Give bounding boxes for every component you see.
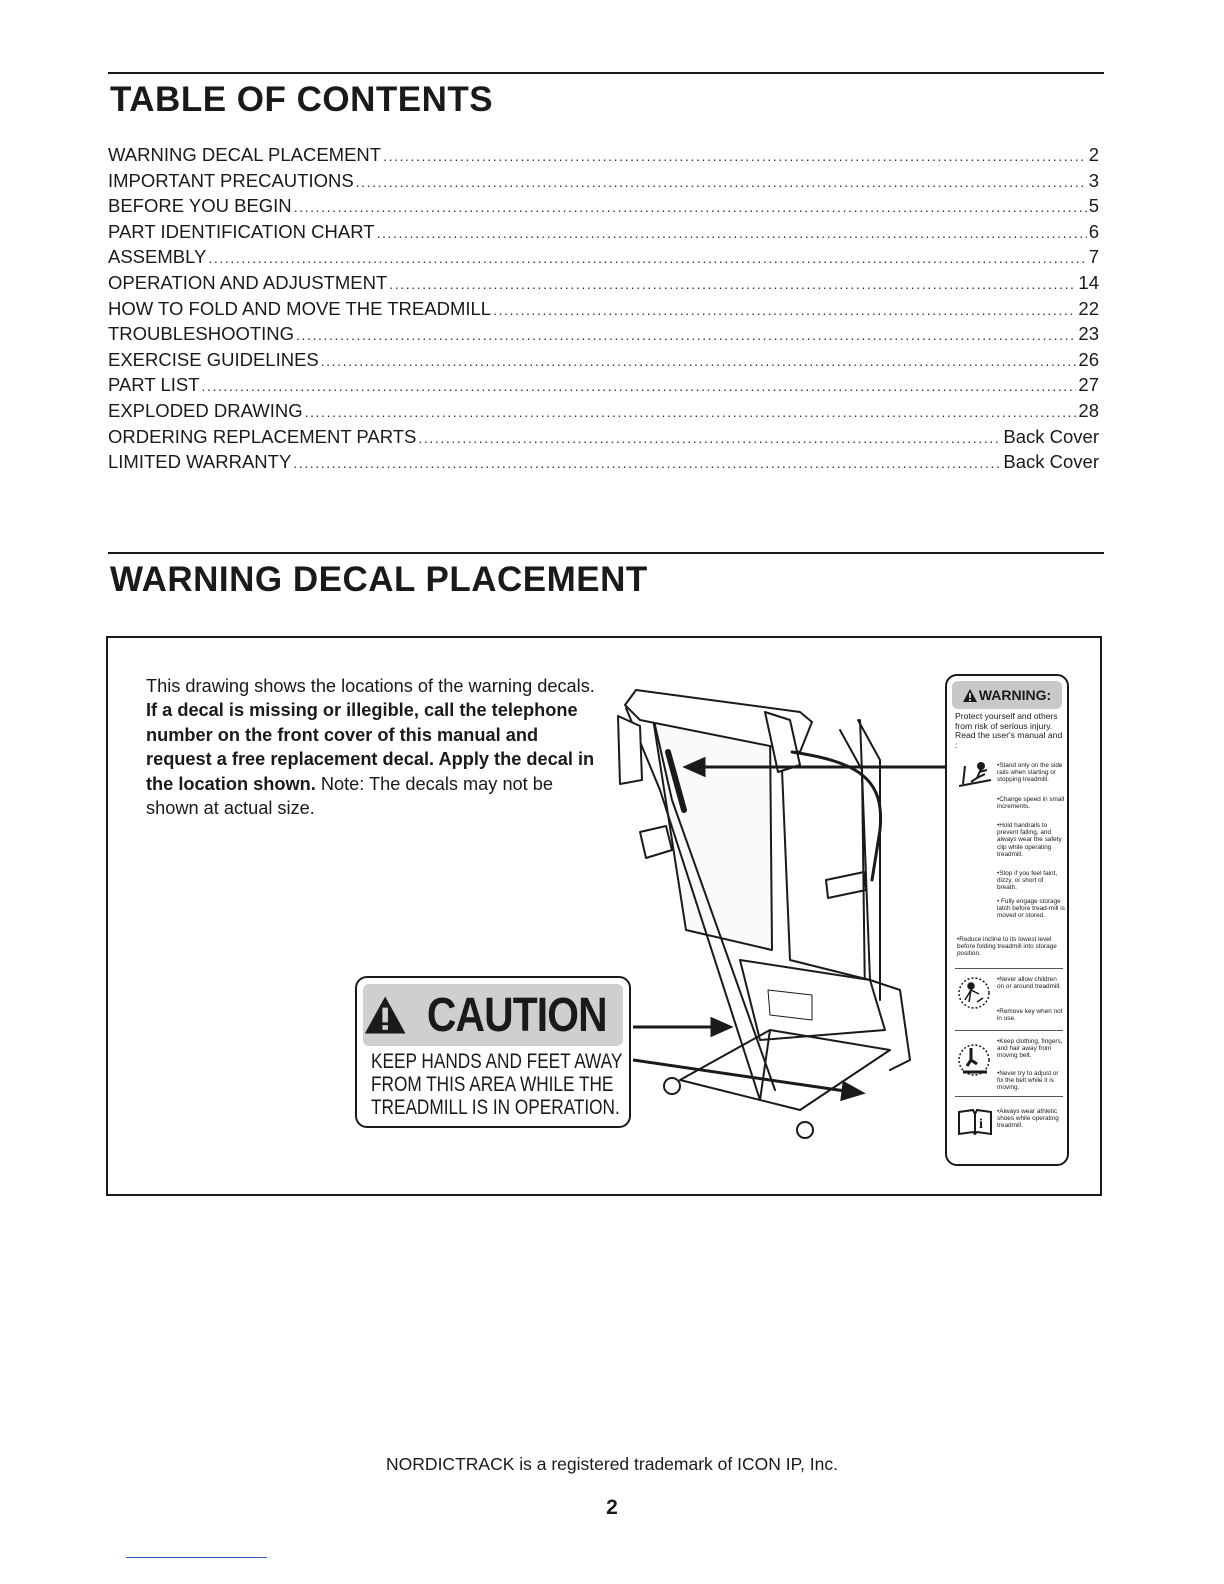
warning-divider [955, 1096, 1063, 1097]
caution-message [371, 1050, 623, 1119]
intro-plain: This drawing shows the locations of the warning decals. [146, 676, 595, 696]
caution-title: CAUTION [427, 988, 608, 1042]
warning-item: •Stand only on the side rails when starting or stopping treadmill. [997, 762, 1063, 784]
warning-item: • Fully engage storage latch before tread-mill is moved or stored. [997, 898, 1065, 920]
toc-entry-title: HOW TO FOLD AND MOVE THE TREADMILL [108, 297, 492, 319]
child-safety-icon [957, 976, 991, 1010]
moving-belt-icon [957, 1042, 991, 1082]
toc-entry-page: 27 [1078, 374, 1099, 396]
warning-item: •Reduce incline to its lowest level before folding treadmill into storage position. [957, 936, 1057, 958]
hyperlink-underline[interactable] [126, 1557, 267, 1558]
caution-line: KEEP HANDS AND FEET AWAY [371, 1050, 623, 1073]
handrail [792, 752, 881, 880]
toc-entry-title: PART LIST [108, 374, 200, 396]
caution-line: TREADMILL IS IN OPERATION. [371, 1096, 620, 1119]
trademark-notice: NORDICTRACK is a registered trademark of ICON IP, Inc. [386, 1454, 838, 1474]
toc-entry-page: Back Cover [1003, 451, 1099, 473]
toc-heading: TABLE OF CONTENTS [110, 80, 494, 119]
warning-decal [945, 674, 1069, 1166]
toc-entry-title: EXPLODED DRAWING [108, 399, 303, 421]
read-manual-icon [957, 1108, 993, 1136]
toc-entry-page: 5 [1088, 195, 1099, 217]
intro-bold: If a decal is missing or illegible, call the telephone number on the front cover of this manual and request a free replacement decal. Apply the decal in the location shown. [146, 700, 595, 794]
caution-header [363, 984, 623, 1046]
toc-entry-page: 22 [1078, 297, 1099, 319]
toc-entry-title: EXERCISE GUIDELINES [108, 348, 319, 370]
left-grip [618, 716, 642, 784]
toc-entry-page: 28 [1078, 399, 1099, 421]
toc-entry-title: WARNING DECAL PLACEMENT [108, 144, 382, 165]
toc-entry-page: 6 [1088, 220, 1099, 242]
toc-entry-page: 7 [1088, 246, 1099, 268]
toc-entry-title: LIMITED WARRANTY [108, 451, 292, 473]
warning-item: •Never try to adjust or fix the belt while it is moving. [997, 1070, 1059, 1092]
toc-entry-title: BEFORE YOU BEGIN [108, 195, 292, 217]
warning-divider [955, 968, 1063, 969]
toc-entry-title: ORDERING REPLACEMENT PARTS [108, 425, 417, 447]
toc-entry-page: 2 [1088, 144, 1099, 165]
caution-arrow-line-2 [633, 1060, 852, 1092]
warning-item: •Change speed in small increments. [997, 796, 1065, 811]
page-number: 2 [606, 1496, 618, 1519]
caution-line: FROM THIS AREA WHILE THE [371, 1073, 614, 1096]
toc-entry-title: PART IDENTIFICATION CHART [108, 220, 375, 242]
svg-text:i: i [979, 1117, 983, 1132]
caution-arrow-head-1 [712, 1019, 730, 1035]
warning-triangle-icon [963, 689, 977, 702]
toc-entry-title: IMPORTANT PRECAUTIONS [108, 169, 354, 191]
warning-divider [955, 1030, 1063, 1031]
toc-entry-page: 3 [1088, 169, 1099, 191]
toc-entry-title: TROUBLESHOOTING [108, 323, 295, 345]
toc-entry-title: ASSEMBLY [108, 246, 207, 268]
decal-section-heading: WARNING DECAL PLACEMENT [110, 560, 648, 599]
toc-entry-page: 23 [1078, 323, 1099, 345]
warning-title: WARNING: [978, 687, 1052, 703]
stand-on-rails-icon [957, 760, 993, 790]
toc-entry-page: 26 [1078, 348, 1099, 370]
wheel-right [797, 1122, 813, 1138]
warning-item: •Always wear athletic shoes while operating treadmill. [997, 1108, 1059, 1130]
toc-entry-title: OPERATION AND ADJUSTMENT [108, 271, 388, 293]
warning-item: •Remove key when not in use. [997, 1008, 1063, 1023]
warning-intro: Protect yourself and others from risk of serious injury. Read the user's manual and : [955, 711, 1063, 750]
caution-decal [355, 976, 631, 1128]
warning-item: •Keep clothing, fingers, and hair away from moving belt. [997, 1038, 1063, 1060]
intro-note: Note: The decals may not be shown at actual size. [146, 773, 554, 819]
caution-arrow-head-2 [842, 1083, 862, 1099]
toc-entry-page: 14 [1078, 271, 1099, 293]
warning-header [952, 681, 1062, 709]
warning-item: •Never allow children on or around treadmill. [997, 976, 1061, 991]
warning-item: •Hold handrails to prevent falling, and always wear the safety clip while operating treadmill. [997, 822, 1062, 858]
warning-triangle-icon [363, 993, 407, 1037]
toc-entry-page: Back Cover [1003, 425, 1099, 447]
warning-item: •Stop if you feel faint, dizzy, or short of breath. [997, 870, 1058, 892]
wheel-left [664, 1078, 680, 1094]
